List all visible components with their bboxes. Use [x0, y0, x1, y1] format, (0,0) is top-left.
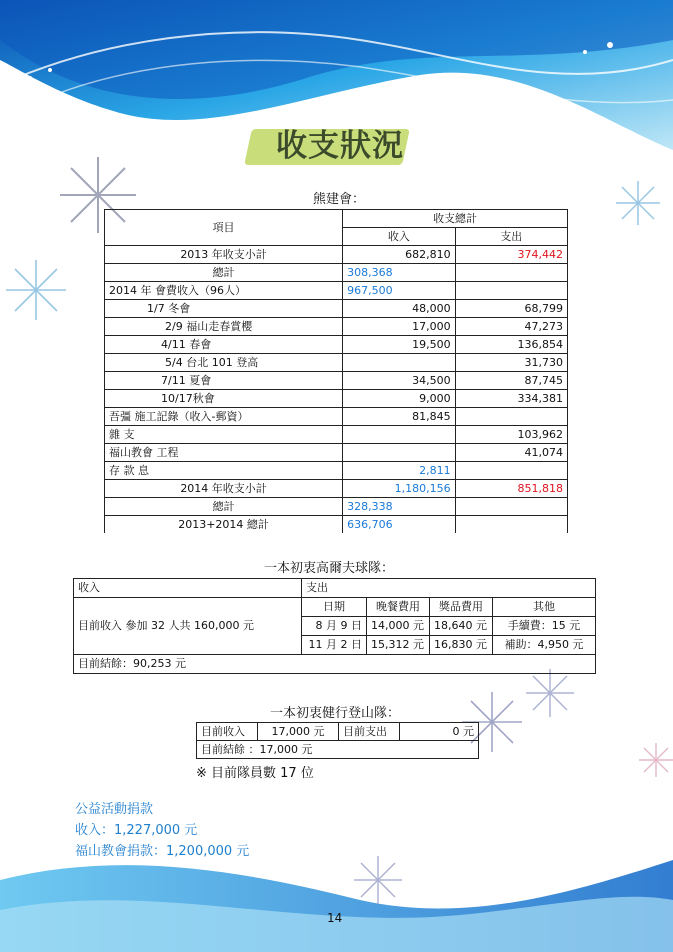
snowflake-icon: [639, 743, 673, 777]
charity-income: 收入：1,227,000 元: [75, 823, 198, 838]
member-note: ※ 目前隊員數 17 位: [196, 766, 314, 781]
hiking-expense-label: 目前支出: [339, 723, 400, 741]
golf-col-dinner: 晚餐費用: [367, 598, 430, 617]
golf-table: [73, 578, 596, 674]
table-row: 1/7 冬會 48,000 68,799: [105, 300, 568, 318]
page-title: [248, 123, 424, 169]
golf-balance: 目前結餘：90,253 元: [74, 655, 596, 674]
golf-expense-header: 支出: [302, 579, 596, 598]
table-row: 2014 年收支小計 1,180,156 851,818: [105, 480, 568, 498]
charity-donation: 福山教會捐款：1,200,000 元: [75, 844, 250, 859]
table-row: 吾彊 施工記錄（收入-郵資） 81,845: [105, 408, 568, 426]
hiking-table: [196, 722, 479, 759]
section3-title: 一本初衷健行登山隊：: [270, 706, 401, 721]
table-row: 總計 308,368: [105, 264, 568, 282]
header-expense: 支出: [455, 228, 567, 246]
snowflake-icon: [526, 669, 574, 717]
golf-income-header: 收入: [74, 579, 302, 598]
finance-table: [104, 209, 568, 533]
table-row: 總計 328,338: [105, 498, 568, 516]
hiking-balance: 目前結餘 ：17,000 元: [197, 741, 479, 759]
header-total: 收支總計: [343, 210, 568, 228]
section1-title: 熊建會：: [313, 192, 366, 207]
table-row: 5/4 台北 101 登高 31,730: [105, 354, 568, 372]
table-row: 4/11 春會 19,500 136,854: [105, 336, 568, 354]
table-row: 7/11 夏會 34,500 87,745: [105, 372, 568, 390]
table-row: 2013+2014 總計 636,706: [105, 516, 568, 534]
charity-title: 公益活動捐款: [75, 802, 154, 817]
header-income: 收入: [343, 228, 455, 246]
hiking-expense-value: 0 元: [400, 723, 479, 741]
snowflake-icon: [616, 181, 660, 225]
table-row: 2013 年收支小計 682,810 374,442: [105, 246, 568, 264]
table-row: 8 月 9 日 14,000 元 18,640 元 手續費：15 元: [74, 617, 596, 636]
golf-col-date: 日期: [302, 598, 367, 617]
snowflake-icon: [6, 260, 66, 320]
section2-title: 一本初衷高爾夫球隊：: [264, 561, 395, 576]
table-row: 福山教會 工程 41,074: [105, 444, 568, 462]
page-title-text: 收支狀況: [276, 128, 404, 164]
table-row: 2/9 福山走春賞櫻 17,000 47,273: [105, 318, 568, 336]
header-item: 項目: [105, 210, 343, 246]
hiking-income-label: 目前收入: [197, 723, 258, 741]
table-row: 存 款 息 2,811: [105, 462, 568, 480]
table-row: 雜 支 103,962: [105, 426, 568, 444]
snowflake-icon: [354, 856, 402, 904]
golf-col-other: 其他: [493, 598, 596, 617]
table-row: 2014 年 會費收入（96人） 967,500: [105, 282, 568, 300]
hiking-income-value: 17,000 元: [258, 723, 339, 741]
golf-current-income: 目前收入 參加 32 人共 160,000 元: [74, 598, 302, 655]
page-number: 14: [327, 911, 343, 925]
golf-col-prize: 獎品費用: [430, 598, 493, 617]
table-row: 10/17秋會 9,000 334,381: [105, 390, 568, 408]
table-row: 11 月 2 日 15,312 元 16,830 元 補助：4,950 元: [74, 636, 596, 655]
